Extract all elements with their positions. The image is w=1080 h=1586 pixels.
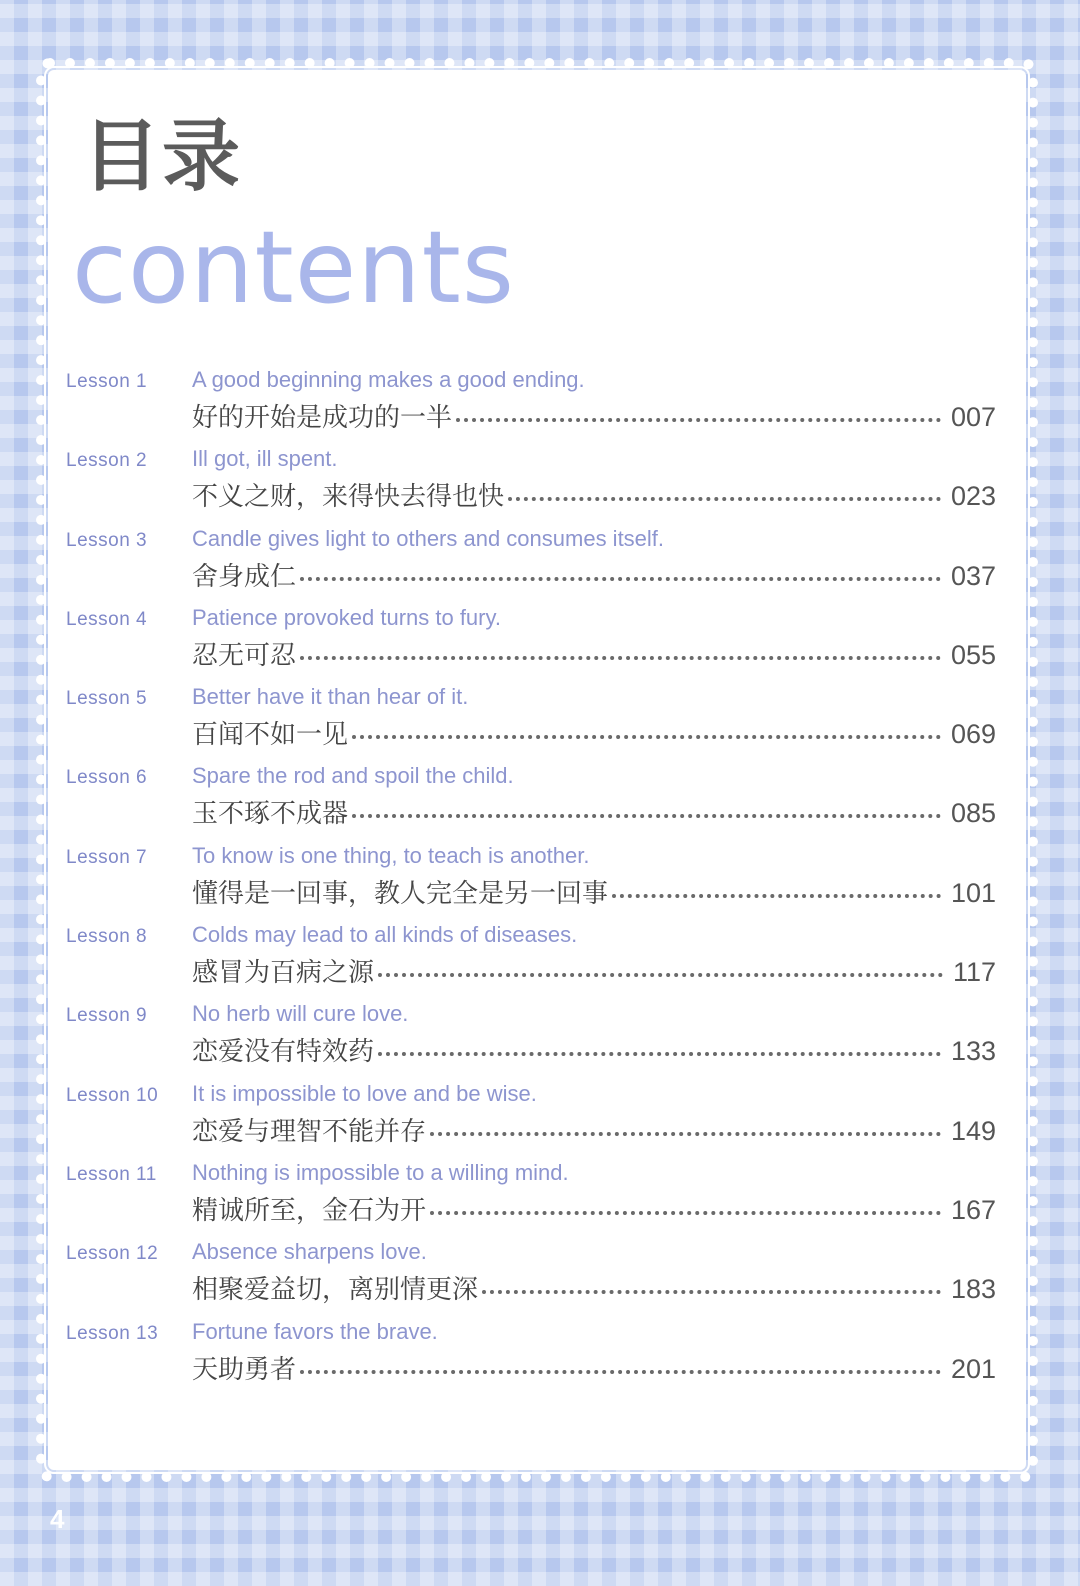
toc-entry[interactable] bbox=[66, 761, 1000, 840]
lesson-title-english: Candle gives light to others and consumes itself. bbox=[192, 525, 665, 551]
dot-leader bbox=[300, 656, 941, 660]
lesson-title-english: Fortune favors the brave. bbox=[192, 1318, 438, 1344]
dot-leader bbox=[482, 1290, 941, 1294]
toc-entry[interactable] bbox=[66, 365, 1000, 444]
lesson-title-english: Colds may lead to all kinds of diseases. bbox=[192, 922, 578, 948]
lesson-title-row bbox=[192, 1349, 996, 1389]
lesson-label: Lesson 11 bbox=[66, 1163, 157, 1185]
lesson-label: Lesson 10 bbox=[66, 1084, 159, 1106]
toc-entry[interactable] bbox=[66, 1158, 1000, 1237]
toc-entry[interactable] bbox=[66, 841, 1000, 920]
dot-leader bbox=[378, 1052, 941, 1056]
lesson-title-english: No herb will cure love. bbox=[192, 1001, 409, 1027]
lesson-title-row bbox=[192, 793, 996, 833]
lesson-title-english: It is impossible to love and be wise. bbox=[192, 1080, 537, 1106]
lesson-title-chinese: 恋爱与理智不能并存 bbox=[192, 1116, 427, 1147]
lesson-title-english: Nothing is impossible to a willing mind. bbox=[192, 1159, 569, 1185]
lesson-page-number: 023 bbox=[950, 481, 996, 512]
lesson-page-number: 101 bbox=[950, 877, 996, 908]
toc-entry[interactable] bbox=[66, 1237, 1000, 1316]
dot-leader bbox=[508, 497, 941, 501]
lesson-title-row bbox=[192, 952, 996, 992]
lesson-title-row bbox=[192, 635, 996, 675]
toc-entry[interactable] bbox=[66, 920, 1000, 999]
lesson-page-number: 201 bbox=[950, 1353, 996, 1384]
lesson-title-row bbox=[192, 556, 996, 596]
lesson-title-row bbox=[192, 714, 996, 754]
lesson-label: Lesson 7 bbox=[66, 846, 148, 868]
lesson-page-number: 183 bbox=[950, 1274, 996, 1305]
toc-entry[interactable] bbox=[66, 444, 1000, 523]
lesson-label: Lesson 8 bbox=[66, 926, 148, 948]
lesson-label: Lesson 2 bbox=[66, 450, 148, 472]
lesson-label: Lesson 9 bbox=[66, 1005, 148, 1027]
dot-leader bbox=[352, 735, 941, 739]
lesson-title-chinese: 感冒为百病之源 bbox=[192, 958, 375, 989]
lesson-title-chinese: 玉不琢不成器 bbox=[192, 799, 349, 830]
lesson-page-number: 149 bbox=[950, 1115, 996, 1146]
dot-leader bbox=[300, 1370, 941, 1374]
toc-entry[interactable] bbox=[66, 682, 1000, 761]
lesson-label: Lesson 13 bbox=[66, 1322, 159, 1344]
lesson-page-number: 085 bbox=[950, 798, 996, 829]
lesson-title-english: A good beginning makes a good ending. bbox=[192, 367, 585, 392]
lesson-title-chinese: 舍身成仁 bbox=[192, 561, 297, 592]
lesson-title-chinese: 精诚所至，金石为开 bbox=[192, 1195, 427, 1226]
dot-leader bbox=[430, 1211, 941, 1215]
lesson-title-row bbox=[192, 873, 996, 913]
dot-leader bbox=[612, 894, 941, 898]
lesson-page-number: 007 bbox=[950, 402, 996, 432]
lesson-label: Lesson 3 bbox=[66, 529, 148, 551]
lesson-label: Lesson 6 bbox=[66, 767, 148, 789]
dot-leader bbox=[378, 973, 943, 977]
dot-leader bbox=[456, 418, 941, 422]
dot-leader bbox=[300, 577, 941, 581]
lesson-page-number: 167 bbox=[950, 1194, 996, 1225]
lesson-page-number: 055 bbox=[950, 639, 996, 670]
lesson-page-number: 133 bbox=[950, 1036, 996, 1067]
lesson-title-chinese: 不义之财，来得快去得也快 bbox=[192, 482, 505, 513]
lesson-title-chinese: 百闻不如一见 bbox=[192, 720, 349, 751]
lesson-title-chinese: 天助勇者 bbox=[192, 1354, 297, 1385]
lesson-title-english: Ill got, ill spent. bbox=[192, 446, 338, 472]
lesson-title-row bbox=[192, 1190, 996, 1230]
lesson-label: Lesson 5 bbox=[66, 688, 148, 710]
lesson-page-number: 117 bbox=[952, 957, 996, 988]
lesson-label: Lesson 12 bbox=[66, 1243, 159, 1265]
lesson-title-chinese: 懂得是一回事，教人完全是另一回事 bbox=[192, 878, 609, 909]
lesson-page-number: 069 bbox=[950, 719, 996, 750]
lesson-title-chinese: 相聚爱益切，离别情更深 bbox=[192, 1275, 479, 1306]
lesson-title-english: To know is one thing, to teach is another. bbox=[192, 842, 590, 868]
lesson-page-number: 037 bbox=[950, 560, 996, 591]
lesson-title-row bbox=[192, 476, 996, 516]
lesson-title-row bbox=[192, 1031, 996, 1071]
page-number: 4 bbox=[50, 1504, 65, 1534]
lesson-title-english: Absence sharpens love. bbox=[192, 1239, 427, 1265]
lesson-title-row bbox=[192, 1111, 996, 1151]
lesson-title-row bbox=[192, 1269, 996, 1309]
toc-entry[interactable] bbox=[66, 1317, 1000, 1396]
toc-entry[interactable] bbox=[66, 1079, 1000, 1158]
table-of-contents bbox=[66, 365, 1000, 1396]
lesson-title-row bbox=[192, 397, 996, 437]
toc-entry[interactable] bbox=[66, 603, 1000, 682]
toc-entry[interactable] bbox=[66, 999, 1000, 1078]
lesson-title-english: Spare the rod and spoil the child. bbox=[192, 763, 514, 789]
lesson-title-chinese: 恋爱没有特效药 bbox=[192, 1037, 375, 1068]
dot-leader bbox=[352, 814, 941, 818]
lesson-title-chinese: 忍无可忍 bbox=[192, 640, 297, 671]
page-title-english: contents bbox=[72, 209, 515, 326]
lesson-label: Lesson 4 bbox=[66, 608, 148, 630]
dot-leader bbox=[430, 1132, 941, 1136]
lesson-title-chinese: 好的开始是成功的一半 bbox=[192, 403, 453, 433]
toc-entry[interactable] bbox=[66, 524, 1000, 603]
lesson-title-english: Patience provoked turns to fury. bbox=[192, 604, 501, 630]
lesson-title-english: Better have it than hear of it. bbox=[192, 684, 469, 710]
lesson-label: Lesson 1 bbox=[66, 371, 148, 392]
page-title-chinese: 目录 bbox=[82, 112, 243, 202]
